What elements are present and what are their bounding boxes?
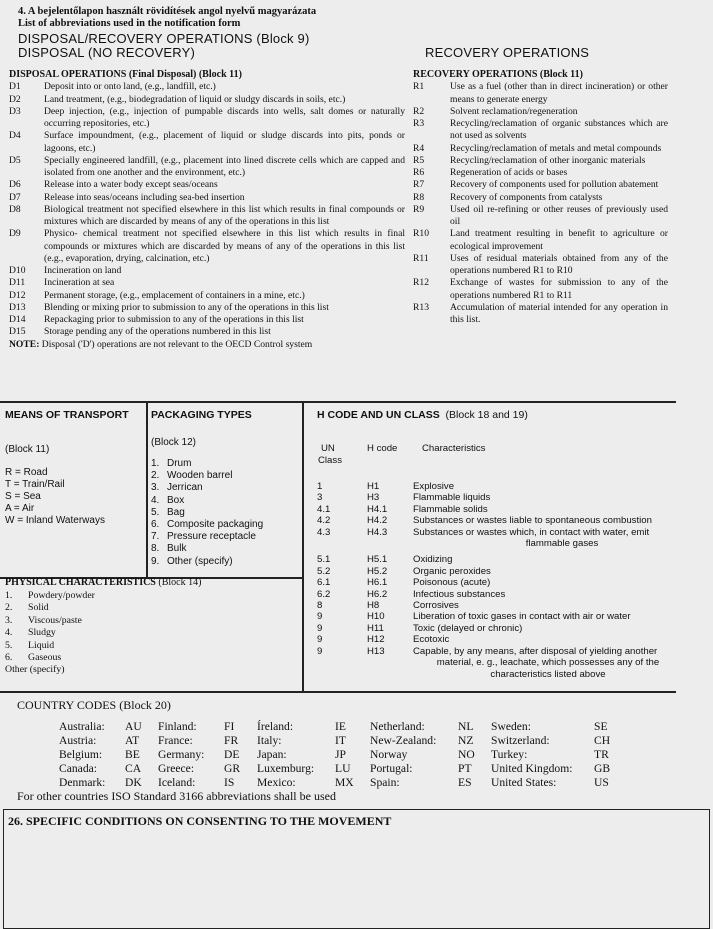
- country-code: CH: [594, 734, 611, 747]
- physical-item: [5, 640, 95, 652]
- h-code: H1: [367, 481, 380, 492]
- un-class: 3: [317, 492, 323, 504]
- country-code: IE: [335, 720, 346, 733]
- disposal-code: D10: [9, 265, 26, 276]
- hcode-title: H CODE AND UN CLASS: [317, 409, 440, 421]
- packaging-item: [151, 543, 263, 555]
- recovery-code: R13: [413, 301, 429, 313]
- packaging-item: [151, 556, 263, 568]
- country-name: Belgium:: [59, 748, 103, 761]
- physical-item: [5, 627, 95, 639]
- recovery-text: Accumulation of material intended for any operation in this list.: [450, 301, 668, 325]
- characteristic: Substances or wastes which, in contact with water, emit: [413, 526, 650, 538]
- disposal-text: Release into seas/oceans including sea-bed insertion: [44, 191, 245, 203]
- h-code: H11: [367, 622, 384, 634]
- country-code: IS: [224, 776, 235, 789]
- col-header-characteristics: Characteristics: [422, 443, 486, 454]
- disposal-item: [9, 106, 405, 131]
- country-codes-footer: For other countries ISO Standard 3166 abbreviations shall be used: [17, 789, 336, 803]
- recovery-text: Recycling/reclamation of metals and metal compounds: [450, 142, 662, 154]
- physical-label: Solid: [28, 602, 49, 614]
- packaging-item: [151, 507, 263, 519]
- physical-list: [5, 590, 95, 677]
- hcode-row: [317, 589, 693, 600]
- characteristic: Flammable solids: [413, 503, 488, 515]
- h-code: H3: [367, 492, 380, 504]
- hcode-table: [317, 481, 693, 680]
- recovery-code: R10: [413, 228, 429, 240]
- packaging-item: [151, 495, 263, 507]
- packaging-number: 2.: [151, 470, 160, 482]
- disposal-code: D13: [9, 301, 26, 313]
- hcode-row: [317, 611, 693, 622]
- country-name: Mexico:: [257, 776, 296, 789]
- physical-item: [5, 652, 95, 664]
- physical-title: PHYSICAL CHARACTERISTICS: [5, 577, 156, 588]
- country-name: France:: [158, 734, 193, 747]
- recovery-text: Exchange of wastes for submission to any of the operations numbered R1 to R11: [450, 277, 668, 301]
- country-name: Netherland:: [370, 720, 425, 733]
- recovery-code: R4: [413, 142, 425, 154]
- packaging-number: 5.: [151, 506, 160, 518]
- transport-item: R = Road: [5, 467, 48, 478]
- packaging-number: 1.: [151, 458, 160, 469]
- packaging-item: [151, 482, 263, 494]
- recovery-code: R11: [413, 252, 429, 264]
- hcode-row: [317, 623, 693, 634]
- h-code: H10: [367, 611, 385, 623]
- characteristic-continued: flammable gases: [525, 538, 599, 550]
- disposal-item: [9, 81, 405, 93]
- country-code: TR: [594, 748, 609, 761]
- country-name: Portugal:: [370, 762, 413, 775]
- characteristic: Organic peroxides: [413, 565, 491, 577]
- recovery-text: Recovery of components from catalysts: [450, 191, 603, 203]
- transport-item: T = Train/Rail: [5, 479, 65, 490]
- disposal-code: D12: [9, 289, 26, 301]
- disposal-code: D2: [9, 93, 21, 105]
- specific-conditions-box[interactable]: [3, 809, 710, 929]
- packaging-label: Composite packaging: [167, 519, 264, 531]
- recovery-item: [413, 118, 668, 143]
- country-code: NL: [458, 720, 474, 733]
- packaging-label: Wooden barrel: [167, 470, 233, 482]
- country-name: Spain:: [370, 776, 400, 789]
- recovery-item: [413, 228, 668, 253]
- characteristic: Capable, by any means, after disposal of yielding another: [413, 645, 658, 657]
- h-code: H4.1: [367, 503, 388, 515]
- page-heading-english: List of abbreviations used in the notification form: [18, 18, 241, 29]
- packaging-number: 4.: [151, 494, 160, 506]
- characteristic: Explosive: [413, 481, 455, 492]
- country-code: JP: [335, 748, 346, 761]
- country-code: BE: [125, 748, 140, 761]
- country-code: MX: [335, 776, 354, 789]
- country-code: NO: [458, 748, 475, 761]
- hcode-row: [317, 515, 693, 526]
- country-code: LU: [335, 762, 351, 775]
- hcode-heading: [317, 409, 528, 421]
- un-class: 6.1: [317, 577, 331, 589]
- recovery-item: [413, 106, 668, 118]
- recovery-item: [413, 167, 668, 179]
- disposal-text: Release into a water body except seas/oceans: [44, 179, 218, 191]
- hcode-block: (Block 18 and 19): [445, 409, 528, 421]
- physical-other: Other (specify): [5, 664, 65, 676]
- physical-number: 1.: [5, 590, 13, 601]
- packaging-label: Pressure receptacle: [167, 531, 256, 543]
- characteristic: Toxic (delayed or chronic): [413, 622, 523, 634]
- disposal-text: Deep injection, (e.g., injection of pumpable discards into wells, salt domes or naturally occurring repositories, etc.): [44, 105, 405, 129]
- recovery-text: Uses of residual materials obtained from any of the operations numbered R1 to R10: [450, 252, 668, 276]
- country-code: PT: [458, 762, 472, 775]
- hcode-row: [317, 577, 693, 588]
- packaging-number: 6.: [151, 519, 160, 531]
- disposal-item: [9, 228, 405, 265]
- h-code: H4.2: [367, 515, 388, 527]
- disposal-code: D11: [9, 277, 26, 289]
- recovery-text: Use as a fuel (other than in direct incineration) or other means to generate energy: [450, 81, 668, 105]
- recovery-item: [413, 204, 668, 229]
- packaging-item: [151, 458, 263, 470]
- disposal-code: D5: [9, 154, 21, 166]
- disposal-text: Incineration on land: [44, 265, 122, 276]
- packaging-title: PACKAGING TYPES: [151, 409, 252, 421]
- recovery-text: Land treatment resulting in benefit to agriculture or ecological improvement: [450, 228, 668, 252]
- section-heading-recovery: RECOVERY OPERATIONS: [425, 45, 590, 60]
- country-name: Austria:: [59, 734, 97, 747]
- characteristic: Ecotoxic: [413, 634, 450, 646]
- packaging-label: Drum: [167, 458, 192, 469]
- country-name: United States:: [491, 776, 557, 789]
- country-code: SE: [594, 720, 608, 733]
- un-class: 4.1: [317, 503, 331, 515]
- h-code: H6.1: [367, 577, 388, 589]
- packaging-number: 7.: [151, 531, 160, 543]
- country-name: Denmark:: [59, 776, 106, 789]
- section-heading-disposal: DISPOSAL (NO RECOVERY): [18, 45, 196, 60]
- packaging-number: 3.: [151, 482, 160, 494]
- disposal-text: Blending or mixing prior to submission to any of the operations in this list: [44, 301, 329, 313]
- un-class: 4.3: [317, 526, 331, 538]
- disposal-code: D15: [9, 326, 26, 338]
- transport-item: S = Sea: [5, 491, 41, 502]
- disposal-text: Repackaging prior to submission to any of the operations in this list: [44, 314, 304, 325]
- hcode-row: [317, 634, 693, 645]
- hcode-row: [317, 646, 693, 657]
- physical-label: Gaseous: [28, 652, 62, 664]
- note-label: NOTE:: [9, 338, 40, 350]
- disposal-item: [9, 314, 405, 326]
- disposal-item: [9, 290, 405, 302]
- packaging-label: Box: [167, 494, 185, 506]
- country-name: Iceland:: [158, 776, 196, 789]
- characteristic: Infectious substances: [413, 588, 506, 600]
- packaging-item: [151, 470, 263, 482]
- specific-conditions-title: 26. SPECIFIC CONDITIONS ON CONSENTING TO THE MOVEMENT: [8, 814, 392, 828]
- disposal-text: Incineration at sea: [44, 277, 115, 289]
- country-name: Canada:: [59, 762, 97, 775]
- un-class: 4.2: [317, 515, 331, 527]
- disposal-text: Deposit into or onto land, (e.g., landfill, etc.): [44, 81, 216, 93]
- country-code: AT: [125, 734, 140, 747]
- country-code: DE: [224, 748, 240, 761]
- divider-line: [0, 401, 676, 403]
- disposal-item: [9, 94, 405, 106]
- un-class: 6.2: [317, 588, 331, 600]
- country-code: CA: [125, 762, 142, 775]
- country-name: Norway: [370, 748, 408, 761]
- packaging-label: Bag: [167, 506, 185, 518]
- physical-number: 4.: [5, 627, 13, 639]
- hcode-row: [317, 566, 693, 577]
- h-code: H5.2: [367, 565, 388, 577]
- hcode-row: [317, 492, 693, 503]
- physical-item: [5, 615, 95, 627]
- disposal-operations-list: [9, 69, 405, 351]
- disposal-item: [9, 179, 405, 191]
- disposal-text: Biological treatment not specified elsewhere in this list which results in final compounds or mixtures which are discarded by means of any of the operations in this list: [44, 203, 405, 227]
- recovery-item: [413, 179, 668, 191]
- hcode-row: [317, 481, 693, 492]
- un-class: 9: [317, 645, 323, 657]
- packaging-label: Other (specify): [167, 555, 233, 567]
- country-code: GB: [594, 762, 611, 775]
- recovery-code: R12: [413, 277, 429, 289]
- disposal-item: [9, 326, 405, 338]
- un-class: 9: [317, 634, 323, 646]
- physical-item: [5, 590, 95, 602]
- physical-number: 6.: [5, 652, 13, 664]
- disposal-text: Specially engineered landfill, (e.g., placement into lined discrete cells which are capped and isolated from one another and the environment, etc.): [44, 154, 405, 178]
- country-name: Íreland:: [257, 720, 294, 733]
- recovery-code: R5: [413, 154, 425, 166]
- disposal-note: [9, 339, 405, 351]
- recovery-text: Recycling/reclamation of other inorganic materials: [450, 154, 646, 166]
- recovery-text: Recycling/reclamation of organic substances which are not used as solvents: [450, 118, 668, 142]
- country-name: Australia:: [59, 720, 105, 733]
- hcode-row: [317, 554, 693, 565]
- divider-line: [146, 402, 148, 578]
- section-heading-operations: DISPOSAL/RECOVERY OPERATIONS (Block 9): [18, 31, 310, 46]
- disposal-code: D14: [9, 314, 26, 325]
- un-class: 5.1: [317, 554, 331, 566]
- disposal-code: D8: [9, 203, 21, 215]
- physical-number: 2.: [5, 602, 13, 614]
- hcode-row: [317, 527, 693, 538]
- recovery-text: Regeneration of acids or bases: [450, 167, 568, 178]
- packaging-label: Jerrican: [167, 482, 203, 494]
- physical-label: Powdery/powder: [28, 590, 95, 601]
- recovery-operations-list: [413, 69, 668, 326]
- characteristic: Oxidizing: [413, 554, 453, 566]
- country-name: Sweden:: [491, 720, 531, 733]
- h-code: H12: [367, 634, 385, 646]
- un-class: 9: [317, 622, 323, 634]
- disposal-code: D9: [9, 228, 21, 240]
- recovery-code: R2: [413, 105, 425, 117]
- disposal-code: D6: [9, 179, 21, 191]
- disposal-text: Storage pending any of the operations numbered in this list: [44, 326, 271, 338]
- transport-item: A = Air: [5, 503, 35, 514]
- disposal-code: D7: [9, 191, 21, 203]
- physical-block: (Block 14): [155, 577, 202, 588]
- un-class: 5.2: [317, 565, 331, 577]
- country-name: Italy:: [257, 734, 282, 747]
- packaging-item: [151, 531, 263, 543]
- country-code: NZ: [458, 734, 474, 747]
- un-class: 9: [317, 611, 323, 623]
- packaging-list: [151, 458, 263, 568]
- physical-number: 3.: [5, 614, 13, 626]
- physical-item: [5, 602, 95, 614]
- disposal-code: D1: [9, 81, 21, 93]
- packaging-number: 8.: [151, 543, 160, 555]
- recovery-text: Recovery of components used for pollution abatement: [450, 179, 659, 191]
- physical-number: 5.: [5, 639, 13, 651]
- recovery-code: R6: [413, 167, 425, 178]
- country-code: DK: [125, 776, 142, 789]
- disposal-code: D4: [9, 130, 21, 142]
- recovery-item: [413, 81, 668, 106]
- characteristic: Poisonous (acute): [413, 577, 491, 589]
- country-codes-title: COUNTRY CODES (Block 20): [17, 698, 171, 712]
- country-name: Germany:: [158, 748, 205, 761]
- h-code: H4.3: [367, 526, 388, 538]
- country-name: Switzerland:: [491, 734, 550, 747]
- country-name: Luxemburg:: [257, 762, 315, 775]
- country-name: United Kingdom:: [491, 762, 573, 775]
- un-class: 8: [317, 600, 323, 612]
- disposal-item: [9, 265, 405, 277]
- hcode-row: [317, 600, 693, 611]
- recovery-item: [413, 192, 668, 204]
- recovery-item: [413, 302, 668, 327]
- country-name: Japan:: [257, 748, 287, 761]
- disposal-text: Permanent storage, (e.g., emplacement of containers in a mine, etc.): [44, 289, 305, 301]
- recovery-item: [413, 155, 668, 167]
- country-name: New-Zealand:: [370, 734, 437, 747]
- physical-label: Viscous/paste: [28, 614, 82, 626]
- packaging-number: 9.: [151, 555, 160, 567]
- note-text: Disposal ('D') operations are not relevant to the OECD Control system: [39, 338, 313, 350]
- characteristic: Flammable liquids: [413, 492, 491, 504]
- disposal-code: D3: [9, 105, 21, 117]
- disposal-operations-title: DISPOSAL OPERATIONS (Final Disposal) (Block 11): [9, 69, 242, 80]
- packaging-block: (Block 12): [151, 437, 197, 448]
- physical-label: Liquid: [28, 639, 55, 651]
- country-code: IT: [335, 734, 346, 747]
- transport-item: W = Inland Waterways: [5, 515, 105, 526]
- disposal-text: Land treatment, (e.g., biodegradation of liquid or sludgy discards in soils, etc.): [44, 93, 346, 105]
- country-code: AU: [125, 720, 142, 733]
- hcode-row: [317, 504, 693, 515]
- col-header-un: [318, 443, 342, 466]
- h-code: H13: [367, 645, 385, 657]
- packaging-item: [151, 519, 263, 531]
- recovery-item: [413, 253, 668, 278]
- country-name: Greece:: [158, 762, 195, 775]
- physical-heading: [5, 577, 201, 588]
- country-code: ES: [458, 776, 472, 789]
- recovery-operations-title: RECOVERY OPERATIONS (Block 11): [413, 69, 583, 80]
- country-name: Turkey:: [491, 748, 528, 761]
- divider-line: [302, 402, 304, 692]
- physical-label: Sludgy: [28, 627, 56, 639]
- recovery-text: Used oil re-refining or other reuses of previously used oil: [450, 203, 668, 227]
- characteristic: Substances or wastes liable to spontaneous combustion: [413, 515, 652, 527]
- h-code: H6.2: [367, 588, 388, 600]
- country-name: Finland:: [158, 720, 197, 733]
- page-heading-hungarian: 4. A bejelentőlapon használt rövidítések angol nyelvű magyarázata: [18, 6, 317, 17]
- recovery-item: [413, 143, 668, 155]
- h-code: H5.1: [367, 554, 388, 566]
- characteristic: Corrosives: [413, 600, 459, 612]
- disposal-text: Surface impoundment, (e.g., placement of liquid or sludge discards into pits, ponds or lagoons, etc.): [44, 130, 405, 154]
- country-code: US: [594, 776, 609, 789]
- transport-block: (Block 11): [5, 444, 50, 455]
- country-code: FI: [224, 720, 235, 733]
- un-class: 1: [317, 481, 323, 492]
- disposal-item: [9, 302, 405, 314]
- recovery-code: R3: [413, 118, 425, 129]
- disposal-item: [9, 130, 405, 155]
- transport-list: [5, 467, 105, 527]
- recovery-item: [413, 277, 668, 302]
- characteristic-continued: material, e. g., leachate, which possesses any of the characteristics listed above: [436, 657, 660, 680]
- col-header-hcode: H code: [367, 443, 398, 454]
- disposal-item: [9, 155, 405, 180]
- recovery-code: R9: [413, 203, 425, 215]
- characteristic: Liberation of toxic gases in contact with air or water: [413, 611, 631, 623]
- country-code: GR: [224, 762, 241, 775]
- transport-title: MEANS OF TRANSPORT: [5, 409, 129, 421]
- h-code: H8: [367, 600, 380, 612]
- divider-line: [0, 691, 676, 693]
- packaging-label: Bulk: [167, 543, 187, 555]
- disposal-item: [9, 204, 405, 229]
- col-un-label: UN: [321, 443, 335, 454]
- disposal-text: Physico- chemical treatment not specified elsewhere in this list which results in final compounds or mixtures which are discarded by means of any of the operations in this list (e.g., evaporation, drying, calcination, etc.): [44, 228, 405, 264]
- recovery-code: R7: [413, 179, 425, 191]
- recovery-code: R1: [413, 81, 425, 93]
- col-class-label: Class: [318, 454, 342, 466]
- country-code: FR: [224, 734, 239, 747]
- disposal-item: [9, 192, 405, 204]
- recovery-code: R8: [413, 191, 425, 203]
- disposal-item: [9, 277, 405, 289]
- recovery-text: Solvent reclamation/regeneration: [450, 105, 578, 117]
